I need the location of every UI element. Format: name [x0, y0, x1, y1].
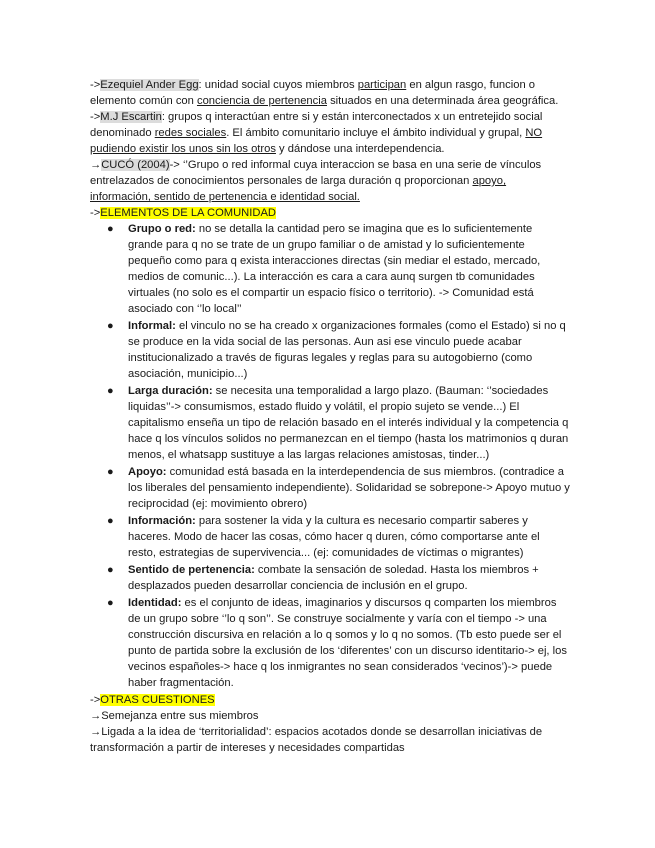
bullet-term: Larga duración: [128, 385, 213, 397]
bullet-term: Informal: [128, 320, 176, 332]
definition-text: situados en una determinada área geográfica. [326, 95, 559, 107]
underlined-term: conciencia de pertenencia [196, 95, 327, 107]
bullet-icon: ● [107, 466, 114, 478]
underlined-term: participan [357, 79, 407, 91]
list-item [107, 318, 570, 382]
elements-list [90, 221, 570, 691]
bullet-text: el vinculo no se ha creado x organizaciones formales (como el Estado) si no q se produce en la vida social de las personas. Aun asi ese vinculo puede acabar institucionalizado a través de figuras legales y reglas para su autogobierno (como asociación, municipio...) [128, 320, 566, 380]
bullet-term: Apoyo: [128, 466, 167, 478]
document-page [90, 77, 570, 756]
bullet-text: para sostener la vida y la cultura es necesario compartir saberes y haceres. Modo de hacer las cosas, cómo hacer q duren, cómo comportarse ante el resto, estrategias de supervivencia... (ej: comunidades de víctimas o migrantes) [128, 515, 540, 559]
list-item [107, 221, 570, 317]
list-item [107, 595, 570, 691]
bullet-term: Sentido de pertenencia: [128, 564, 255, 576]
bullet-icon: ● [107, 564, 114, 576]
arrow-prefix: -> [90, 111, 101, 123]
heading-text: OTRAS CUESTIONES [100, 694, 215, 706]
underlined-term: redes sociales [154, 127, 227, 139]
list-item [107, 383, 570, 463]
arrow-prefix: -> [90, 694, 101, 706]
definition-text: en algun rasgo, funcion o elemento común con [90, 79, 535, 107]
author-ander-egg: Ezequiel Ander Egg [100, 79, 199, 91]
otras-line-2: →Ligada a la idea de ‘territorialidad’: espacios acotados donde se desarrollan iniciativas de transformación a partir de intereses y necesidades compartidas [90, 726, 543, 754]
list-item [107, 562, 570, 594]
bullet-icon: ● [107, 597, 114, 609]
underlined-term: apoyo, información, sentido de pertenencia e identidad social. [90, 175, 507, 203]
author-escartin: M.J Escartin [100, 111, 162, 123]
arrow-prefix: → [90, 159, 102, 171]
heading-text: ELEMENTOS DE LA COMUNIDAD [100, 207, 276, 219]
bullet-term: Identidad: [128, 597, 182, 609]
definition-text: -> ‘’Grupo o red informal cuya interaccion se basa en una serie de vínculos entrelazados de conocimientos personales de larga duración q proporcionan [90, 159, 542, 187]
bullet-icon: ● [107, 223, 114, 235]
bullet-text: se necesita una temporalidad a largo plazo. (Bauman: ‘’sociedades liquidas’’-> consumismos, estado fluido y volátil, el propio sujeto se vende...) El capitalismo enseña un tipo de relación basado en el interés individual y la competencia q hace q los vínculos solidos no permanezcan en el tiempo (hasta los matrimonios q duran menos, el whatsapp sustituye a las largas relaciones amistosas, tinder...) [128, 385, 569, 461]
bullet-term: Grupo o red: [128, 223, 196, 235]
arrow-prefix: -> [90, 207, 101, 219]
definition-text: : grupos q interactúan entre si y están interconectados x un entretejido social denominado [90, 111, 543, 139]
bullet-icon: ● [107, 515, 114, 527]
definition-text: . El ámbito comunitario incluye el ámbito individual y grupal, [226, 127, 526, 139]
definition-cuco [90, 157, 570, 205]
bullet-term: Información: [128, 515, 196, 527]
definition-text: : unidad social cuyos miembros [198, 79, 358, 91]
definition-ander-egg [90, 77, 570, 109]
list-item [107, 464, 570, 512]
bullet-text: combate la sensación de soledad. Hasta los miembros + desplazados pueden desarrollar conciencia de inclusión en el grupo. [128, 564, 539, 592]
bullet-icon: ● [107, 385, 114, 397]
arrow-prefix: -> [90, 79, 101, 91]
definition-escartin [90, 109, 570, 157]
section-heading-elementos [90, 205, 570, 221]
author-cuco: CUCÓ (2004) [101, 159, 170, 171]
section-heading-otras [90, 692, 570, 708]
list-item [107, 513, 570, 561]
underlined-term: NO pudiendo existir los unos sin los otros [90, 127, 543, 155]
definition-text: y dándose una interdependencia. [275, 143, 445, 155]
bullet-text: es el conjunto de ideas, imaginarios y discursos q comparten los miembros de un grupo sobre ‘’lo q son’’. Se construye socialmente y varía con el tiempo -> una construcción discursiva en relación a lo q somos y lo q no somos. (Tb esto puede ser el punto de partida sobre la exclusión de los ‘diferentes’ con un discurso identitario-> ej, los vecinos españoles-> hace q los inmigrantes no sean considerados ‘vecinos’)-> puede haber fragmentación. [128, 597, 567, 689]
bullet-icon: ● [107, 320, 114, 332]
bullet-text: comunidad está basada en la interdependencia de sus miembros. (contradice a los liberales del pensamiento independiente). Solidaridad se sobrepone-> Apoyo mutuo y reciprocidad (ej: movimiento obrero) [128, 466, 570, 510]
otras-line-1: →Semejanza entre sus miembros [90, 710, 259, 722]
bullet-text: no se detalla la cantidad pero se imagina que es lo suficientemente grande para q no se trate de un grupo familiar o de amistad y lo suficientemente pequeño como para q exista interacciones directas (sin mediar el estado, mercado, medios de comunic...). La interacción es cara a cara aunq surgen tb comunidades virtuales (no solo es el compartir un espacio físico o territorio). -> Comunidad está asociado con ‘’lo local’’ [128, 223, 541, 315]
